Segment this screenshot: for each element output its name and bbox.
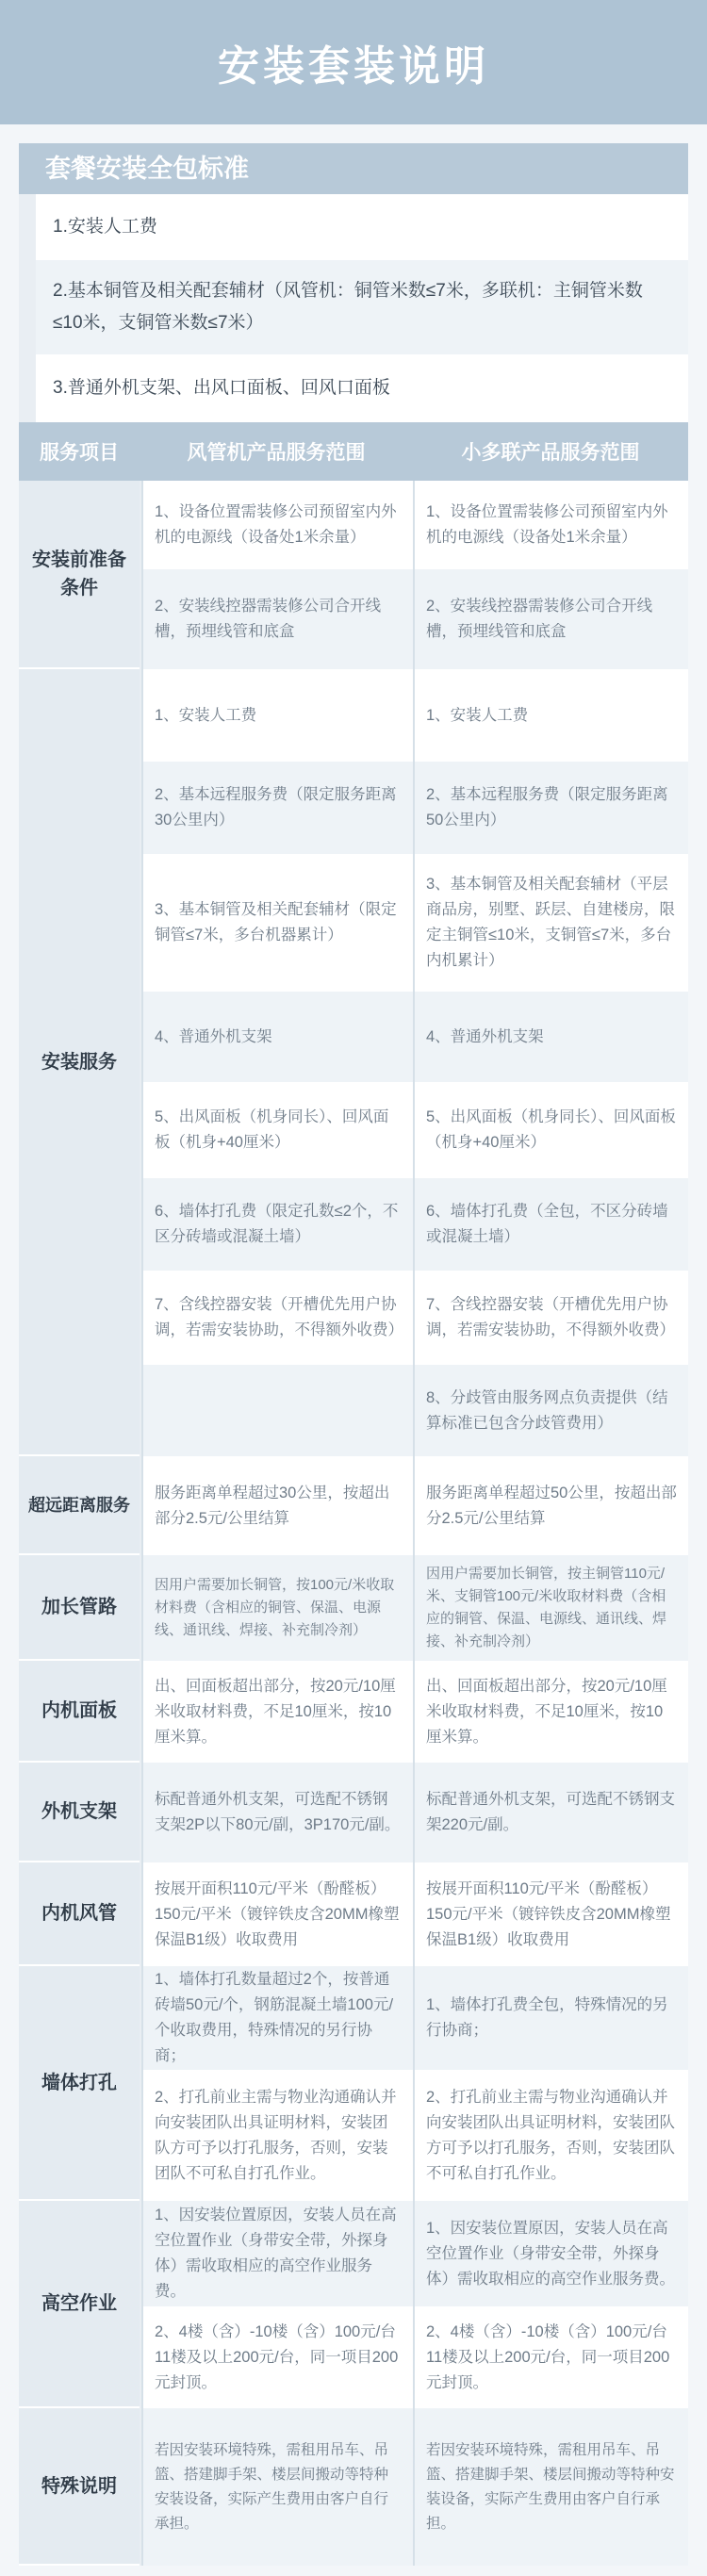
vrf-install-3: 3、基本铜管及相关配套辅材（平层商品房，别墅、跃层、自建楼房，限定主铜管≤10米，支铜管≤7米，多台内机累计）: [413, 854, 688, 992]
duct-high-altitude-1: 1、因安装位置原因，安装人员在高空位置作业（身带安全带，外探身体）需收取相应的高空作业服务费。: [141, 2201, 413, 2306]
duct-install-7: 7、含线控器安装（开槽优先用户协调，若需安装协助，不得额外收费）: [141, 1271, 413, 1365]
duct-install-6: 6、墙体打孔费（限定孔数≤2个，不区分砖墙或混凝土墙）: [141, 1178, 413, 1271]
vrf-install-6: 6、墙体打孔费（全包，不区分砖墙或混凝土墙）: [413, 1178, 688, 1271]
duct-install-8: [141, 1365, 413, 1456]
standard-item-2: 2.基本铜管及相关配套辅材（风管机：铜管米数≤7米，多联机：主铜管米数≤10米，支铜管米数≤7米）: [36, 260, 688, 354]
row-label-high-altitude: 高空作业: [19, 2201, 140, 2408]
vrf-install-5: 5、出风面板（机身同长）、回风面板（机身+40厘米）: [413, 1082, 688, 1178]
page-header: [0, 0, 707, 124]
page-title: 安装套装说明: [218, 42, 489, 90]
duct-install-4: 4、普通外机支架: [141, 992, 413, 1082]
duct-special-notes: 若因安装环境特殊，需租用吊车、吊篮、搭建脚手架、楼层间搬动等特种安装设备，实际产生费用由客户自行承担。: [141, 2408, 413, 2566]
vrf-install-7: 7、含线控器安装（开槽优先用户协调，若需安装协助，不得额外收费）: [413, 1271, 688, 1365]
duct-indoor-panel: 出、回面板超出部分，按20元/10厘米收取材料费，不足10厘米，按10厘米算。: [141, 1661, 413, 1763]
duct-extended-pipe: 因用户需要加长铜管，按100元/米收取材料费（含相应的铜管、保温、电源线、通讯线、焊接、补充制冷剂）: [141, 1555, 413, 1661]
standard-item-1: 1.安装人工费: [36, 194, 688, 260]
vrf-prep-1: 1、设备位置需装修公司预留室内外机的电源线（设备处1米余量）: [413, 481, 688, 569]
duct-outdoor-bracket: 标配普通外机支架，可选配不锈钢支架2P以下80元/副，3P170元/副。: [141, 1763, 413, 1862]
duct-wall-drilling-2: 2、打孔前业主需与物业沟通确认并向安装团队出具证明材料，安装团队方可予以打孔服务，否则，安装团队不可私自打孔作业。: [141, 2070, 413, 2201]
vrf-extended-pipe: 因用户需要加长铜管，按主铜管110元/米、支铜管100元/米收取材料费（含相应的铜管、保温、电源线、通讯线、焊接、补充制冷剂）: [413, 1555, 688, 1661]
vrf-special-notes: 若因安装环境特殊，需租用吊车、吊篮、搭建脚手架、楼层间搬动等特种安装设备，实际产生费用由客户自行承担。: [413, 2408, 688, 2566]
duct-indoor-duct: 按展开面积110元/平米（酚醛板）150元/平米（镀锌铁皮含20MM橡塑保温B1级）收取费用: [141, 1862, 413, 1966]
vrf-install-4: 4、普通外机支架: [413, 992, 688, 1082]
duct-long-distance: 服务距离单程超过30公里，按超出部分2.5元/公里结算: [141, 1456, 413, 1555]
row-label-extended-pipe: 加长管路: [19, 1555, 140, 1661]
duct-prep-1: 1、设备位置需装修公司预留室内外机的电源线（设备处1米余量）: [141, 481, 413, 569]
duct-install-5: 5、出风面板（机身同长）、回风面板（机身+40厘米）: [141, 1082, 413, 1178]
row-label-wall-drilling: 墙体打孔: [19, 1966, 140, 2201]
header-service-item: 服务项目: [40, 442, 119, 464]
vrf-wall-drilling-1: 1、墙体打孔费全包，特殊情况的另行协商；: [413, 1966, 688, 2070]
vrf-long-distance: 服务距离单程超过50公里，按超出部分2.5元/公里结算: [413, 1456, 688, 1555]
vrf-indoor-panel: 出、回面板超出部分，按20元/10厘米收取材料费，不足10厘米，按10厘米算。: [413, 1661, 688, 1763]
duct-prep-2: 2、安装线控器需装修公司合开线槽，预埋线管和底盒: [141, 569, 413, 669]
table-header: [19, 422, 688, 481]
row-label-long-distance: 超远距离服务: [19, 1456, 140, 1555]
duct-install-1: 1、安装人工费: [141, 669, 413, 762]
vrf-high-altitude-2: 2、4楼（含）-10楼（含）100元/台11楼及以上200元/台，同一项目200元封顶。: [413, 2306, 688, 2408]
duct-high-altitude-2: 2、4楼（含）-10楼（含）100元/台11楼及以上200元/台，同一项目200元封顶。: [141, 2306, 413, 2408]
row-label-preparation: 安装前准备条件: [19, 481, 140, 669]
row-label-special-notes: 特殊说明: [19, 2408, 140, 2566]
vrf-prep-2: 2、安装线控器需装修公司合开线槽，预埋线管和底盒: [413, 569, 688, 669]
header-vrf-scope: 小多联产品服务范围: [461, 442, 640, 464]
vrf-outdoor-bracket: 标配普通外机支架，可选配不锈钢支架220元/副。: [413, 1763, 688, 1862]
duct-wall-drilling-1: 1、墙体打孔数量超过2个，按普通砖墙50元/个，钢筋混凝土墙100元/个收取费用，特殊情况的另行协商；: [141, 1966, 413, 2070]
vrf-install-2: 2、基本远程服务费（限定服务距离50公里内）: [413, 762, 688, 854]
vrf-wall-drilling-2: 2、打孔前业主需与物业沟通确认并向安装团队出具证明材料，安装团队方可予以打孔服务，否则，安装团队不可私自打孔作业。: [413, 2070, 688, 2201]
row-label-outdoor-bracket: 外机支架: [19, 1763, 140, 1862]
vrf-install-8: 8、分歧管由服务网点负责提供（结算标准已包含分歧管费用）: [413, 1365, 688, 1456]
row-label-indoor-panel: 内机面板: [19, 1661, 140, 1763]
duct-install-2: 2、基本远程服务费（限定服务距离30公里内）: [141, 762, 413, 854]
section-title: 套餐安装全包标准: [19, 143, 688, 194]
vrf-high-altitude-1: 1、因安装位置原因，安装人员在高空位置作业（身带安全带，外探身体）需收取相应的高空作业服务费。: [413, 2201, 688, 2306]
duct-install-3: 3、基本铜管及相关配套辅材（限定铜管≤7米，多台机器累计）: [141, 854, 413, 992]
standard-item-3: 3.普通外机支架、出风口面板、回风口面板: [36, 354, 688, 422]
header-duct-scope: 风管机产品服务范围: [187, 442, 366, 464]
vrf-indoor-duct: 按展开面积110元/平米（酚醛板）150元/平米（镀锌铁皮含20MM橡塑保温B1级）收取费用: [413, 1862, 688, 1966]
vrf-install-1: 1、安装人工费: [413, 669, 688, 762]
row-label-indoor-duct: 内机风管: [19, 1862, 140, 1966]
row-label-installation: 安装服务: [19, 669, 140, 1456]
